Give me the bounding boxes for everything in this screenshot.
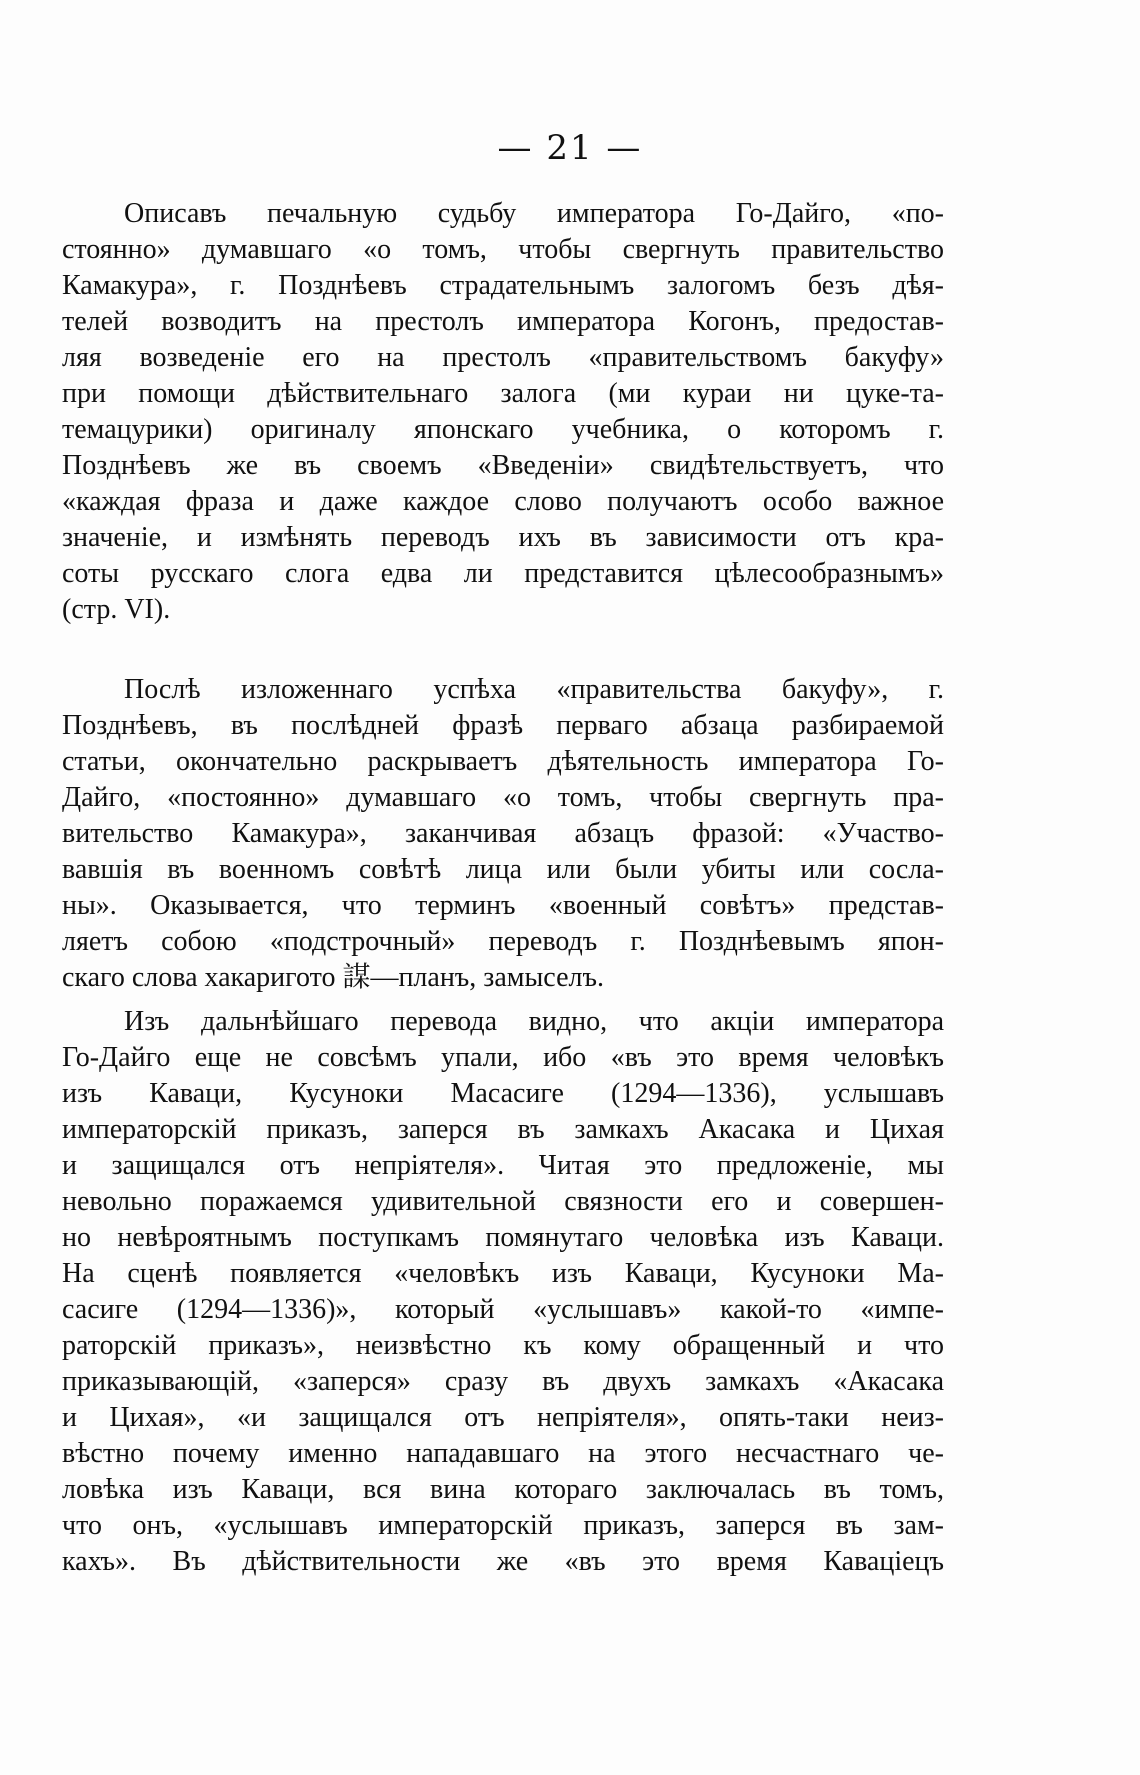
text-line: при помощи дѣйствительнаго залога (ми кураи ни цуке-та- — [62, 378, 944, 409]
paragraph-2 — [62, 672, 944, 996]
text-line: телей возводитъ на престолъ императора Когонъ, предостав- — [62, 306, 944, 337]
text-line: ляетъ собою «подстрочный» переводъ г. Позднѣевымъ япон- — [62, 926, 944, 957]
text-line: Позднѣевъ, въ послѣдней фразѣ перваго абзаца разбираемой — [62, 710, 944, 741]
text-line: стоянно» думавшаго «о томъ, чтобы свергнуть правительство — [62, 234, 944, 265]
text-line: приказывающій, «заперся» сразу въ двухъ замкахъ «Акасака — [62, 1366, 944, 1397]
text-line: Дайго, «постоянно» думавшаго «о томъ, чтобы свергнуть пра- — [62, 782, 944, 813]
text-line: скаго слова хакаригото 謀—планъ, замыселъ. — [62, 962, 604, 993]
text-line: Изъ дальнѣйшаго перевода видно, что акціи императора — [124, 1006, 944, 1037]
text-line: сасиге (1294—1336)», который «услышавъ» какой-то «импе- — [62, 1294, 944, 1325]
page-number: — 21 — — [497, 128, 643, 168]
text-line: Послѣ изложеннаго успѣха «правительства бакуфу», г. — [124, 674, 944, 705]
text-line: вавшія въ военномъ совѣтѣ лица или были убиты или сосла- — [62, 854, 944, 885]
text-line: изъ Каваци, Кусуноки Масасиге (1294—1336), услышавъ — [62, 1078, 944, 1109]
text-line: ловѣка изъ Каваци, вся вина котораго заключалась въ томъ, — [62, 1474, 944, 1505]
text-line: Описавъ печальную судьбу императора Го-Дайго, «по- — [124, 198, 944, 229]
paragraph-1 — [62, 196, 944, 628]
text-line: вительство Камакура», заканчивая абзацъ фразой: «Участво- — [62, 818, 944, 849]
text-line: темацурики) оригиналу японскаго учебника, о которомъ г. — [62, 414, 944, 445]
text-line: и защищался отъ непріятеля». Читая это предложеніе, мы — [62, 1150, 944, 1181]
text-line: Камакура», г. Позднѣевъ страдательнымъ залогомъ безъ дѣя- — [62, 270, 944, 301]
text-line: Позднѣевъ же въ своемъ «Введеніи» свидѣтельствуетъ, что — [62, 450, 944, 481]
text-line: соты русскаго слога едва ли представится цѣлесообразнымъ» — [62, 558, 944, 589]
text-line: что онъ, «услышавъ императорскій приказъ, заперся въ зам- — [62, 1510, 944, 1541]
text-line: невольно поражаемся удивительной связности его и совершен- — [62, 1186, 944, 1217]
text-line: На сценѣ появляется «человѣкъ изъ Каваци, Кусуноки Ма- — [62, 1258, 944, 1289]
paragraph-3 — [62, 1004, 944, 1580]
text-line: ны». Оказывается, что терминъ «военный совѣтъ» представ- — [62, 890, 944, 921]
text-line: кахъ». Въ дѣйствительности же «въ это время Кавацiецъ — [62, 1546, 944, 1577]
text-line: императорскій приказъ, заперся въ замкахъ Акасака и Цихая — [62, 1114, 944, 1145]
text-line: значеніе, и измѣнять переводъ ихъ въ зависимости отъ кра- — [62, 522, 944, 553]
text-line: раторскій приказъ», неизвѣстно къ кому обращенный и что — [62, 1330, 944, 1361]
text-line: вѣстно почему именно нападавшаго на этого несчастнаго че- — [62, 1438, 944, 1469]
text-line: и Цихая», «и защищался отъ непріятеля», опять-таки неиз- — [62, 1402, 944, 1433]
text-line: но невѣроятнымъ поступкамъ помянутаго человѣка изъ Каваци. — [62, 1222, 944, 1253]
text-line: статьи, окончательно раскрываетъ дѣятельность императора Го- — [62, 746, 944, 777]
text-line: ляя возведеніе его на престолъ «правительствомъ бакуфу» — [62, 342, 944, 373]
text-line: «каждая фраза и даже каждое слово получаютъ особо важное — [62, 486, 944, 517]
text-line: (стр. VI). — [62, 594, 171, 625]
text-line: Го-Дайго еще не совсѣмъ упали, ибо «въ это время человѣкъ — [62, 1042, 944, 1073]
